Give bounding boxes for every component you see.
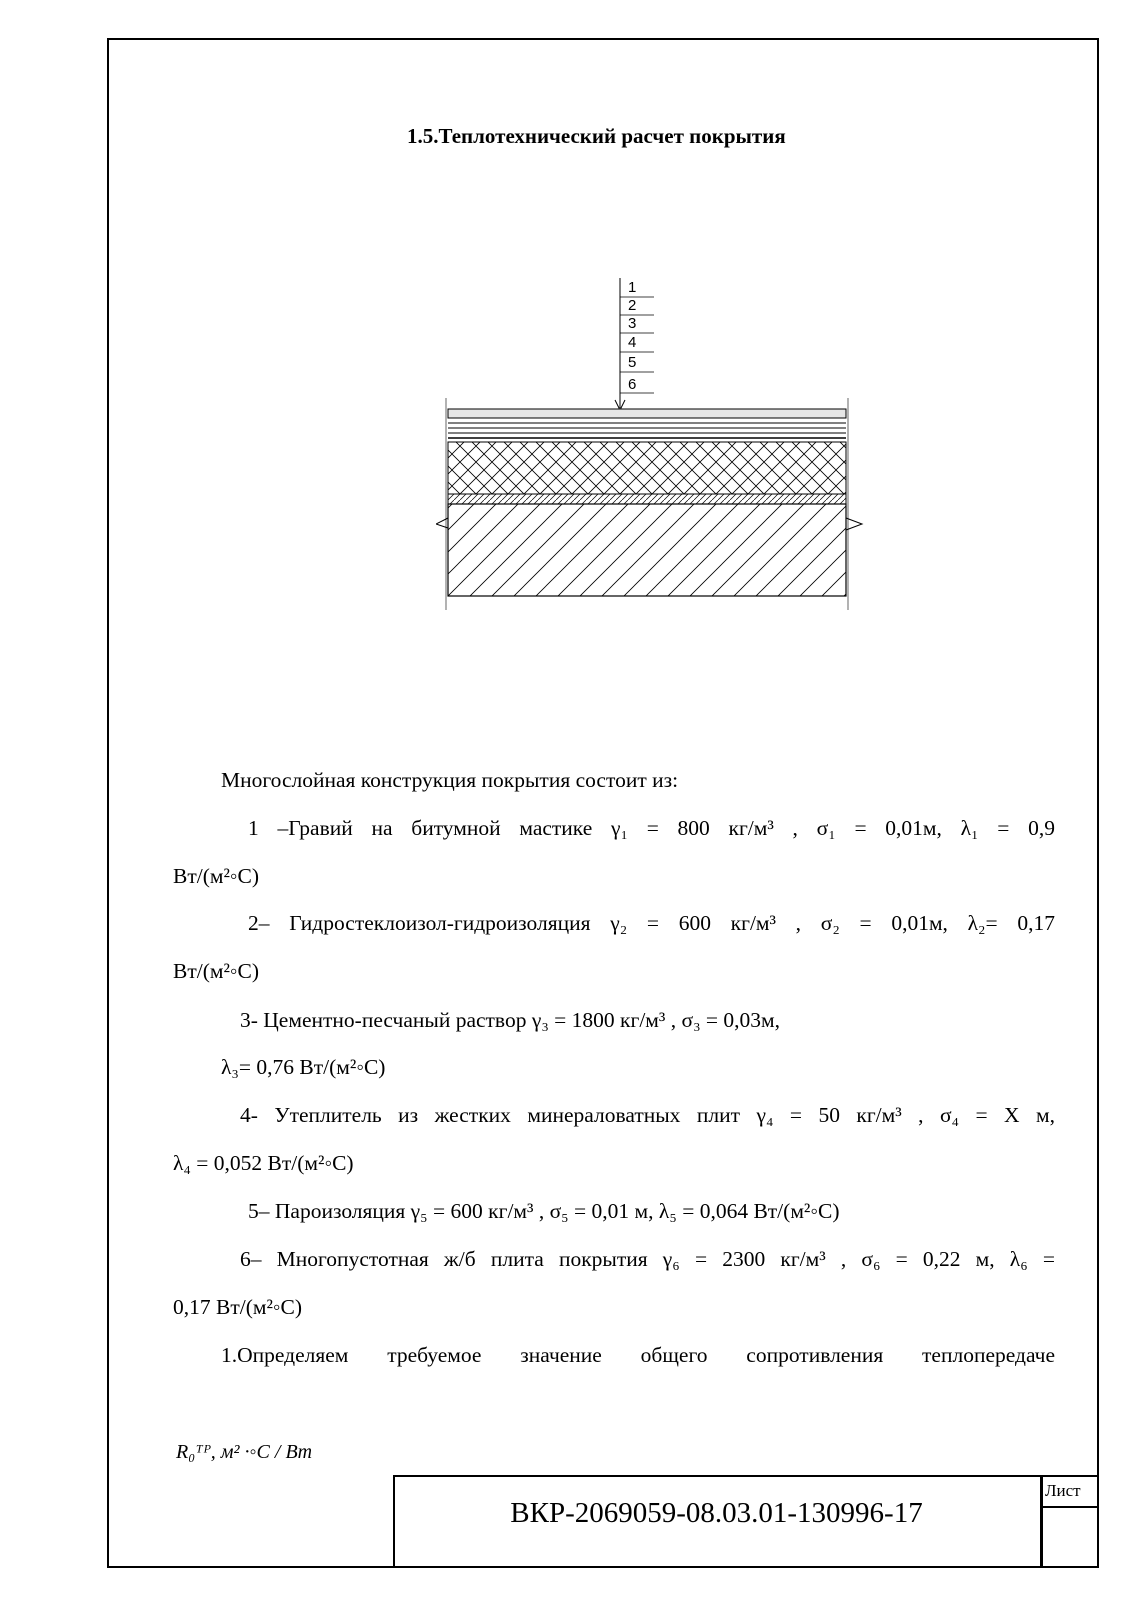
layer-1-line-2: Вт/(м²◦С) bbox=[173, 864, 260, 888]
layer-6-line-1: 6– Многопустотная ж/б плита покрытия γ₆ = 2300 кг/м³ , σ₆ = 0,22 м, λ₆ = bbox=[240, 1247, 1055, 1271]
layer-number: 2 bbox=[628, 297, 637, 314]
layer-number: 6 bbox=[628, 376, 637, 393]
roof-section-diagram bbox=[436, 278, 870, 618]
layer-number: 3 bbox=[628, 315, 637, 332]
intro-text: Многослойная конструкция покрытия состоит из: bbox=[221, 768, 679, 792]
layer-1-line-1: 1 –Гравий на битумной мастике γ₁ = 800 кг/м³ , σ₁ = 0,01м, λ₁ = 0,9 bbox=[248, 816, 1055, 840]
layer-number: 5 bbox=[628, 354, 637, 371]
title-block-divider bbox=[1040, 1506, 1099, 1508]
layer-number: 4 bbox=[628, 334, 637, 351]
layer-4-line-1: 4- Утеплитель из жестких минераловатных плит γ₄ = 50 кг/м³ , σ₄ = Х м, bbox=[240, 1103, 1055, 1127]
sheet-label: Лист bbox=[1045, 1481, 1081, 1500]
step-1-text: 1.Определяем требуемое значение общего сопротивления теплопередаче bbox=[221, 1343, 1055, 1367]
section-title: 1.5.Теплотехнический расчет покрытия bbox=[407, 124, 786, 148]
layer-4-line-2: λ₄ = 0,052 Вт/(м²◦С) bbox=[173, 1151, 354, 1175]
layer-3-line-1: 3- Цементно-песчаный раствор γ₃ = 1800 кг/м³ , σ₃ = 0,03м, bbox=[240, 1008, 781, 1032]
title-block-divider bbox=[1040, 1475, 1043, 1568]
document-code: ВКР-2069059-08.03.01-130996-17 bbox=[510, 1497, 923, 1529]
layer-2-line-2: Вт/(м²◦С) bbox=[173, 959, 260, 983]
layer-3-line-2: λ₃= 0,76 Вт/(м²◦С) bbox=[221, 1055, 386, 1079]
layer-labels bbox=[620, 279, 654, 393]
layer-number: 1 bbox=[628, 279, 637, 296]
page-frame bbox=[107, 38, 1099, 1568]
layer-6-line-2: 0,17 Вт/(м²◦С) bbox=[173, 1295, 303, 1319]
layer-5-line-1: 5– Пароизоляция γ₅ = 600 кг/м³ , σ₅ = 0,01 м, λ₅ = 0,064 Вт/(м²◦С) bbox=[248, 1199, 840, 1223]
layer-2-line-1: 2– Гидростеклоизол-гидроизоляция γ₂ = 600 кг/м³ , σ₂ = 0,01м, λ₂= 0,17 bbox=[248, 911, 1055, 935]
required-resistance-formula: R₀ᵀᴾ, м² ·◦C / Bm bbox=[176, 1441, 313, 1463]
